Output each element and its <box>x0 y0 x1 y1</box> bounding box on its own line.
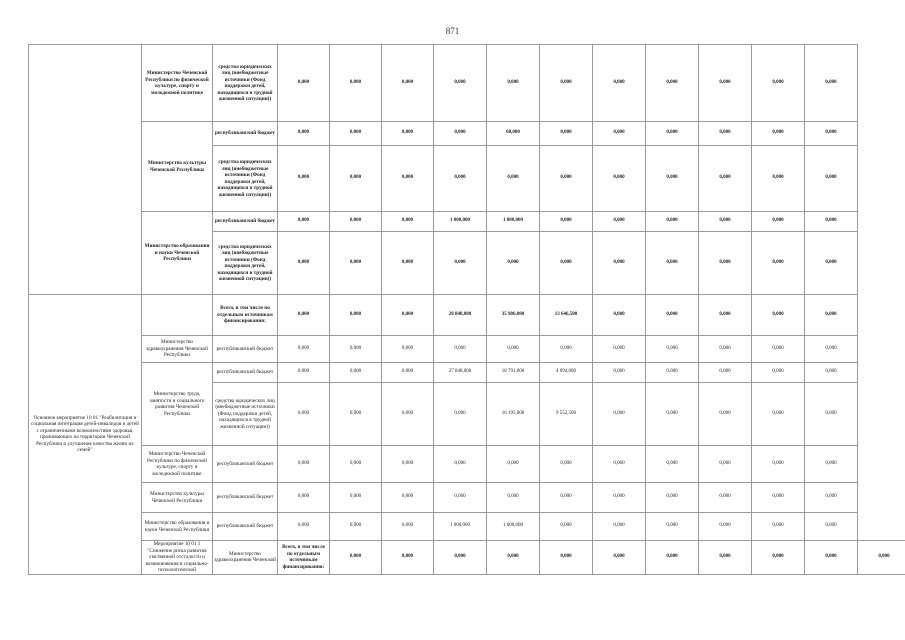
value-cell: 0,000 <box>540 446 593 483</box>
value-cell: 0,000 <box>434 45 487 122</box>
value-cell: 0,000 <box>752 45 805 122</box>
value-cell: 0,000 <box>487 541 540 575</box>
value-cell: 0,000 <box>330 513 382 541</box>
value-cell: 0,000 <box>593 513 646 541</box>
value-cell: 27 848,000 <box>434 363 487 383</box>
value-cell: 0,000 <box>699 212 752 232</box>
value-cell: 0,000 <box>646 122 699 146</box>
value-cell: 0,000 <box>805 383 858 446</box>
value-cell: 0,000 <box>646 541 699 575</box>
value-cell: 0,000 <box>752 122 805 146</box>
table-row <box>29 363 905 383</box>
value-cell: 0,000 <box>805 483 858 513</box>
value-cell: 0,000 <box>540 336 593 363</box>
source-cell: республиканский бюджет <box>213 513 278 541</box>
table-row <box>29 45 905 122</box>
value-cell: 0,000 <box>805 232 858 295</box>
executor-cell: Министерство культуры Чеченской Республики <box>142 122 213 212</box>
source-cell: средства юридических лиц (внебюджетные источники (Фонд поддержки детей, находящихся в трудной жизненной ситуации)) <box>213 383 278 446</box>
value-cell: 0,000 <box>330 446 382 483</box>
value-cell: 28 848,000 <box>434 295 487 336</box>
table-row <box>29 483 905 513</box>
value-cell: 0,000 <box>752 446 805 483</box>
value-cell: 0,000 <box>382 45 434 122</box>
value-cell: 0,000 <box>278 212 330 232</box>
value-cell: 0,000 <box>699 295 752 336</box>
value-cell: 0,000 <box>593 383 646 446</box>
source-cell: средства юридических лиц (внебюджетные источники (Фонд поддержки детей, находящихся в трудной жизненной ситуации)) <box>213 146 278 212</box>
value-cell: 0,000 <box>487 446 540 483</box>
executor-cell: Министерство образования и науки Чеченской Республики <box>142 212 213 295</box>
value-cell: 0,000 <box>805 336 858 363</box>
value-cell: 0,000 <box>487 483 540 513</box>
source-cell: средства юридических лиц (внебюджетные источники (Фонд поддержки детей, находящихся в трудной жизненной ситуации)) <box>213 232 278 295</box>
value-cell: 0,000 <box>330 541 382 575</box>
value-cell: 35 986,000 <box>487 295 540 336</box>
value-cell: 0,000 <box>593 336 646 363</box>
value-cell: 0,000 <box>699 363 752 383</box>
value-cell: 0,000 <box>278 483 330 513</box>
value-cell: 0,000 <box>805 295 858 336</box>
value-cell: 0,000 <box>434 146 487 212</box>
source-cell: республиканский бюджет <box>213 212 278 232</box>
value-cell: 0,000 <box>278 446 330 483</box>
value-cell: 0,000 <box>646 483 699 513</box>
value-cell: 0,000 <box>382 336 434 363</box>
value-cell: 0,000 <box>330 146 382 212</box>
value-cell: 0,000 <box>487 336 540 363</box>
value-cell: 13 646,500 <box>540 295 593 336</box>
value-cell: 0,000 <box>434 541 487 575</box>
executor-cell: Министерство Чеченской Республики по физической культуре, спорту и молодежной политике <box>142 45 213 122</box>
value-cell: 0,000 <box>593 122 646 146</box>
event-cell: Мероприятие 10 01 1 "Снижение риска развития умственной отсталости и возникновения в социально-психологической <box>142 541 213 575</box>
value-cell: 0,000 <box>593 295 646 336</box>
value-cell: 0,000 <box>646 45 699 122</box>
value-cell: 1 000,000 <box>434 513 487 541</box>
source-cell: республиканский бюджет <box>213 363 278 383</box>
value-cell: 0,000 <box>330 483 382 513</box>
value-cell: 0,000 <box>646 446 699 483</box>
value-cell: 0,000 <box>593 446 646 483</box>
value-cell: 0,000 <box>805 513 858 541</box>
event-cell-empty <box>29 45 142 295</box>
value-cell: 0,000 <box>593 45 646 122</box>
table-row <box>29 122 905 146</box>
value-cell: 0,000 <box>330 122 382 146</box>
value-cell: 0,000 <box>805 45 858 122</box>
value-cell: 0,000 <box>278 383 330 446</box>
value-cell: 0,000 <box>752 232 805 295</box>
value-cell: 0,000 <box>540 483 593 513</box>
value-cell: 0,000 <box>382 541 434 575</box>
value-cell: 0,000 <box>646 383 699 446</box>
value-cell: 0,000 <box>752 541 805 575</box>
value-cell: 0,000 <box>278 336 330 363</box>
value-cell: 0,000 <box>858 541 905 575</box>
value-cell: 0,000 <box>382 146 434 212</box>
value-cell: 0,000 <box>752 513 805 541</box>
value-cell: 0,000 <box>330 232 382 295</box>
value-cell: 4 094,000 <box>540 363 593 383</box>
value-cell: 0,000 <box>593 146 646 212</box>
value-cell: 0,000 <box>699 232 752 295</box>
value-cell: 0,000 <box>330 212 382 232</box>
value-cell: 0,000 <box>752 146 805 212</box>
value-cell: 1 000,000 <box>487 513 540 541</box>
source-cell: Всего, в том числе по отдельным источникам финансирования: <box>278 541 330 575</box>
value-cell: 1 000,000 <box>434 212 487 232</box>
value-cell: 0,000 <box>593 483 646 513</box>
value-cell: 0,000 <box>382 383 434 446</box>
value-cell: 0,000 <box>382 483 434 513</box>
value-cell: 0,000 <box>805 541 858 575</box>
value-cell: 0,000 <box>699 446 752 483</box>
value-cell: 0,000 <box>752 295 805 336</box>
executor-cell: Министерство здравоохранения Чеченской Республики <box>142 336 213 363</box>
value-cell: 0,000 <box>593 232 646 295</box>
value-cell: 9 552,500 <box>540 383 593 446</box>
table-row <box>29 541 905 575</box>
table-row <box>29 295 905 336</box>
value-cell: 0,000 <box>330 336 382 363</box>
value-cell: 0,000 <box>699 45 752 122</box>
value-cell: 0,000 <box>278 363 330 383</box>
value-cell: 0,000 <box>540 146 593 212</box>
value-cell: 0,000 <box>278 232 330 295</box>
value-cell: 0,000 <box>752 363 805 383</box>
value-cell: 0,000 <box>278 513 330 541</box>
value-cell: 0,000 <box>540 122 593 146</box>
value-cell: 0,000 <box>699 513 752 541</box>
value-cell: 0,000 <box>646 212 699 232</box>
value-cell: 0,000 <box>540 513 593 541</box>
value-cell: 0,000 <box>382 295 434 336</box>
value-cell: 0,000 <box>646 513 699 541</box>
value-cell: 0,000 <box>805 122 858 146</box>
value-cell: 0,000 <box>699 383 752 446</box>
value-cell: 0,000 <box>593 212 646 232</box>
value-cell: 0,000 <box>752 212 805 232</box>
value-cell: 18 791,000 <box>487 363 540 383</box>
value-cell: 0,000 <box>382 232 434 295</box>
value-cell: 0,000 <box>434 336 487 363</box>
value-cell: 0,000 <box>540 232 593 295</box>
value-cell: 0,000 <box>278 146 330 212</box>
value-cell: 0,000 <box>699 122 752 146</box>
value-cell: 0,000 <box>382 122 434 146</box>
value-cell: 0,000 <box>540 541 593 575</box>
value-cell: 0,000 <box>434 383 487 446</box>
source-cell: республиканский бюджет <box>213 336 278 363</box>
value-cell: 0,000 <box>330 363 382 383</box>
source-cell: средства юридических лиц (внебюджетные источники (Фонд поддержки детей, находящихся в трудной жизненной ситуации)) <box>213 45 278 122</box>
value-cell: 0,000 <box>593 541 646 575</box>
value-cell: 0,000 <box>330 295 382 336</box>
executor-cell-empty <box>142 295 213 336</box>
value-cell: 0,000 <box>434 446 487 483</box>
value-cell: 0,000 <box>752 383 805 446</box>
value-cell: 0,000 <box>382 212 434 232</box>
value-cell: 0,000 <box>699 146 752 212</box>
value-cell: 16 195,000 <box>487 383 540 446</box>
value-cell: 0,000 <box>646 363 699 383</box>
value-cell: 0,000 <box>330 45 382 122</box>
value-cell: 0,000 <box>434 232 487 295</box>
value-cell: 0,000 <box>540 212 593 232</box>
source-cell: республиканский бюджет <box>213 122 278 146</box>
financing-table <box>28 44 905 575</box>
value-cell: 0,000 <box>382 513 434 541</box>
executor-cell: Министерство культуры Чеченской Республики <box>142 483 213 513</box>
value-cell: 0,000 <box>805 363 858 383</box>
value-cell: 0,000 <box>699 541 752 575</box>
value-cell: 0,000 <box>699 336 752 363</box>
value-cell: 0,000 <box>278 295 330 336</box>
value-cell: 0,000 <box>646 232 699 295</box>
value-cell: 0,000 <box>382 446 434 483</box>
table-row <box>29 212 905 232</box>
source-cell: республиканский бюджет <box>213 483 278 513</box>
event-cell: Основное мероприятие 10 01 "Реабилитация и социальная интеграция детей-инвалидов и детей с ограниченными возможностями здоровья, проживающих на территории Чеченской Республики и улучшение качества жизни их семей" <box>29 295 142 575</box>
value-cell: 0,000 <box>593 363 646 383</box>
value-cell: 0,000 <box>805 212 858 232</box>
value-cell: 0,000 <box>752 336 805 363</box>
page-number: 871 <box>445 26 460 36</box>
value-cell: 0,000 <box>278 122 330 146</box>
table-row <box>29 446 905 483</box>
executor-cell: Министерство здравоохранения Чеченской <box>213 541 278 575</box>
value-cell: 0,000 <box>646 295 699 336</box>
table-row <box>29 513 905 541</box>
executor-cell: Министерство Чеченской Республики по физической культуре, спорту и молодежной политике <box>142 446 213 483</box>
value-cell: 0,000 <box>805 446 858 483</box>
executor-cell: Министерство труда, занятости и социального развития Чеченской Республики <box>142 363 213 446</box>
value-cell: 0,000 <box>278 45 330 122</box>
value-cell: 0,000 <box>434 483 487 513</box>
table-row <box>29 336 905 363</box>
value-cell: 60,000 <box>487 122 540 146</box>
value-cell: 0,000 <box>752 483 805 513</box>
value-cell: 0,000 <box>646 336 699 363</box>
value-cell: 0,000 <box>434 122 487 146</box>
value-cell: 0,000 <box>540 45 593 122</box>
executor-cell: Министерство образования и науки Чеченской Республики <box>142 513 213 541</box>
value-cell: 0,000 <box>699 483 752 513</box>
source-cell: республиканский бюджет <box>213 446 278 483</box>
value-cell: 0,000 <box>330 383 382 446</box>
value-cell: 0,000 <box>487 232 540 295</box>
value-cell: 0,000 <box>382 363 434 383</box>
value-cell: 0,000 <box>487 146 540 212</box>
source-cell: Всего, в том числе по отдельным источникам финансирования: <box>213 295 278 336</box>
value-cell: 0,000 <box>805 146 858 212</box>
value-cell: 1 000,000 <box>487 212 540 232</box>
value-cell: 0,000 <box>646 146 699 212</box>
value-cell: 0,000 <box>487 45 540 122</box>
